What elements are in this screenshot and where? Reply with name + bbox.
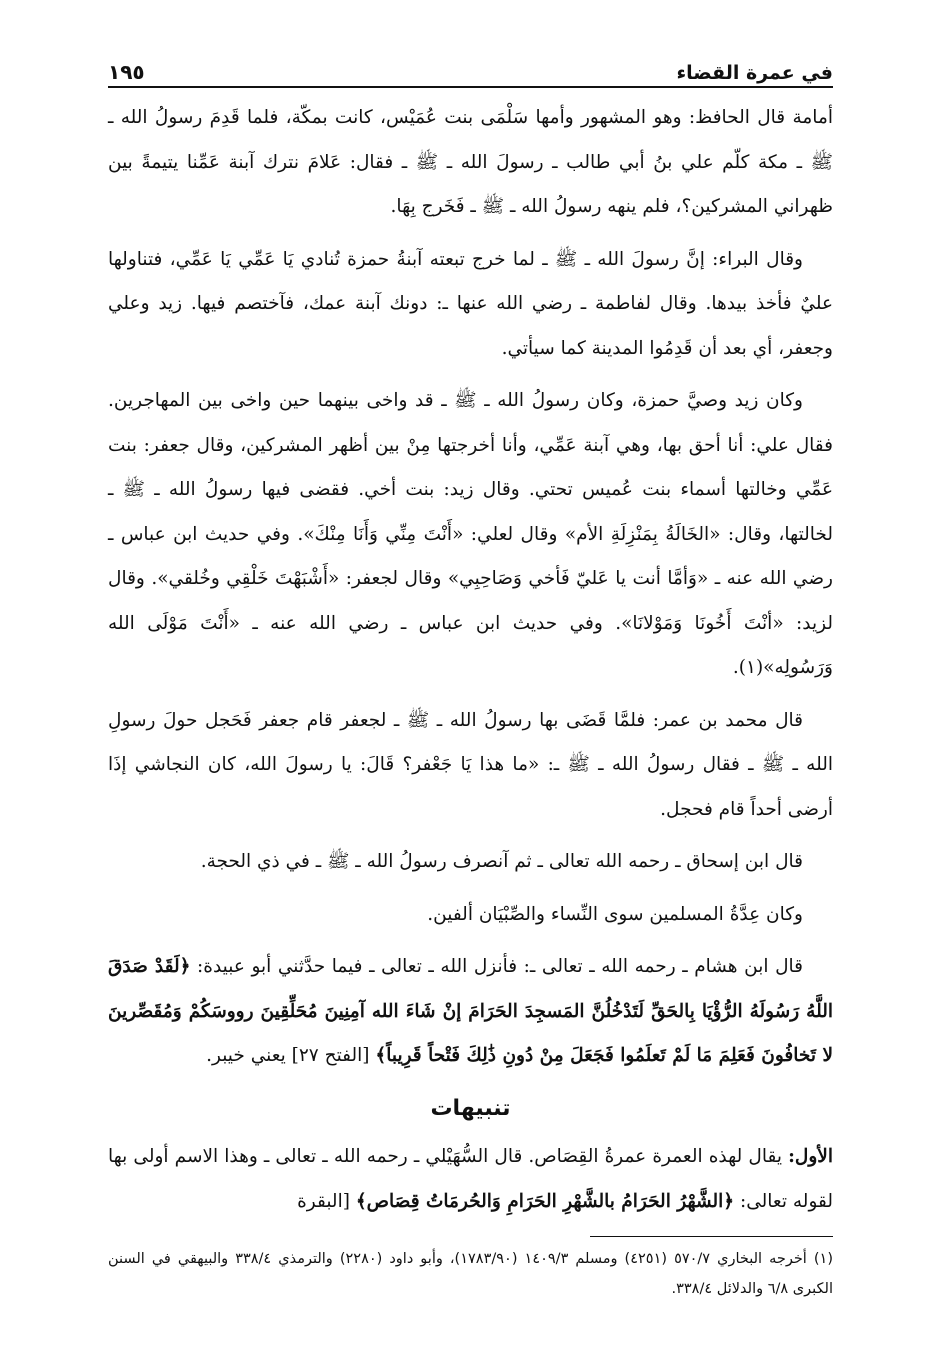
section-heading: تنبيهات — [430, 1095, 511, 1121]
paragraph: وكان عِدَّةُ المسلمين سوى النِّساء والصِّبْيَان ألفين. — [427, 903, 803, 925]
note-lead: الأول: — [788, 1146, 833, 1167]
paragraph: قال ابن إسحاق ـ رحمه الله تعالى ـ ثم آنصرف رسولُ الله ـ ﷺ ـ في ذي الحجة. — [200, 851, 803, 872]
footnote-divider — [590, 1236, 833, 1237]
note-text: يقال لهذه العمرة عمرةُ القِصَاص. قال السُّهَيْلي ـ رحمه الله ـ تعالى ـ وهذا الاسم أولى بها لقوله تعالى: — [108, 1146, 833, 1212]
quran-verse: ﴿لَقَدْ صَدَقَ اللَّهُ رَسُولَهُ الرُّؤْيَا بِالحَقِّ لَتَدْخُلُنَّ المَسجِدَ الحَرَامَ إنْ شَاءَ الله آمِنِينَ مُحَلِّقِينَ رووسَكُمْ وَمُقَصِّرينَ لا تَخافُونَ فَعَلِمَ مَا لَمْ تَعلَمُوا فَجَعَلَ مِنْ دُونِ ذَٰلِكَ فَتْحاً قَرِيباً﴾ — [108, 956, 833, 1066]
page-header — [108, 44, 833, 84]
running-title: في عمرة القضاء — [676, 62, 833, 84]
quran-intro: قال ابن هشام ـ رحمه الله ـ تعالى ـ: فأنزل الله ـ تعالى ـ فيما حدَّثني أبو عبيدة: — [190, 956, 803, 977]
page-number: ١٩٥ — [108, 60, 145, 84]
paragraph: وكان زيد وصيَّ حمزة، وكان رسولُ الله ـ ﷺ ـ قد واخى بينهما حين واخى بين المهاجرين. فقال علي: أنا أحق بها، وهي آبنة عَمِّي، وأنا أخرجتها مِنْ بين أظهر المشركين، وقال جعفر: بنت عَمِّي وخالتها أسماء بنت عُميس تحتي. وقال زيد: بنت أخي. فقضى فيها رسولُ الله ـ ﷺ ـ لخالتها، وقال: «الخَالَةُ بِمَنْزِلَةِ الأم» وقال لعلي: «أَنْتَ مِنِّي وَأَنَا مِنْكَ». وفي حديث ابن عباس ـ رضي الله عنه ـ «وَأمَّا أنت يا عَليّ فَأخي وَصَاحِبِي» وقال لجعفر: «أَشْبَهْتَ خَلْقِي وخُلقي». وقال لزيد: «أنْتَ أَخُونَا وَمَوْلانَا». وفي حديث ابن عباس ـ رضي الله عنه ـ «أَنْتَ مَوْلَى الله وَرَسُولِه»(١). — [108, 390, 833, 678]
quran-paragraph — [108, 945, 833, 1079]
paragraph: وقال البراء: إنَّ رسولَ الله ـ ﷺ ـ لما خرج تبعته آبنةُ حمزة تُنادي يَا عَمِّي يَا عَمِّي، فتناولها عليٌ فأخذ بيدها. وقال لفاطمة ـ رضي الله عنها ـ: دونك آبنة عمك، فآختصم فيها. زيد وعلي وجعفر، أي بعد أن قَدِمُوا المدينة كما سيأتي. — [108, 248, 833, 359]
quran-reference: [الفتح ٢٧] يعني خيبر. — [206, 1045, 376, 1066]
paragraph: أمامة قال الحافظ: وهو المشهور وأمها سَلْمَى بنت عُمَيْس، كانت بمكّة، فلما قَدِمَ رسولُ الله ـ ﷺ ـ مكة كلّم علي بنُ أبي طالب ـ رسولَ الله ـ ﷺ ـ فقال: عَلامَ نترك آبنة عَمِّنا يتيمةً بين ظهراني المشركين؟، فلم ينهه رسولُ الله ـ ﷺ ـ فَخَرج بِهَا. — [108, 107, 833, 217]
footnotes — [108, 1244, 833, 1304]
footnote: (١) أخرجه البخاري ٥٧٠/٧ (٤٢٥١) ومسلم ١٤٠٩/٣ (١٧٨٣/٩٠)، وأبو داود (٢٢٨٠) والترمذي ٣٣٨/٤ والبيهقي في السنن الكبرى ٦/٨ والدلائل ٣٣٨/٤. — [108, 1251, 833, 1297]
main-text — [108, 96, 833, 1232]
note-paragraph — [108, 1135, 833, 1224]
note-reference: [البقرة — [297, 1190, 356, 1212]
paragraph: قال محمد بن عمر: فلمَّا قَضَى بها رسولُ الله ـ ﷺ ـ لجعفر قام جعفر فَحَجل حولَ رسولِ الله ـ ﷺ ـ فقال رسولُ الله ـ ﷺ ـ: «ما هذا يَا جَعْفر؟ قَالَ: يا رسولَ الله، كان النجاشي إذَا أرضى أحداً قام فحجل. — [108, 709, 833, 820]
note-verse: ﴿الشَّهْرُ الحَرَامُ بالشَّهْرِ الحَرَامِ وَالحُرمَاتُ قِصَاص﴾ — [355, 1190, 735, 1212]
header-divider — [108, 86, 833, 88]
